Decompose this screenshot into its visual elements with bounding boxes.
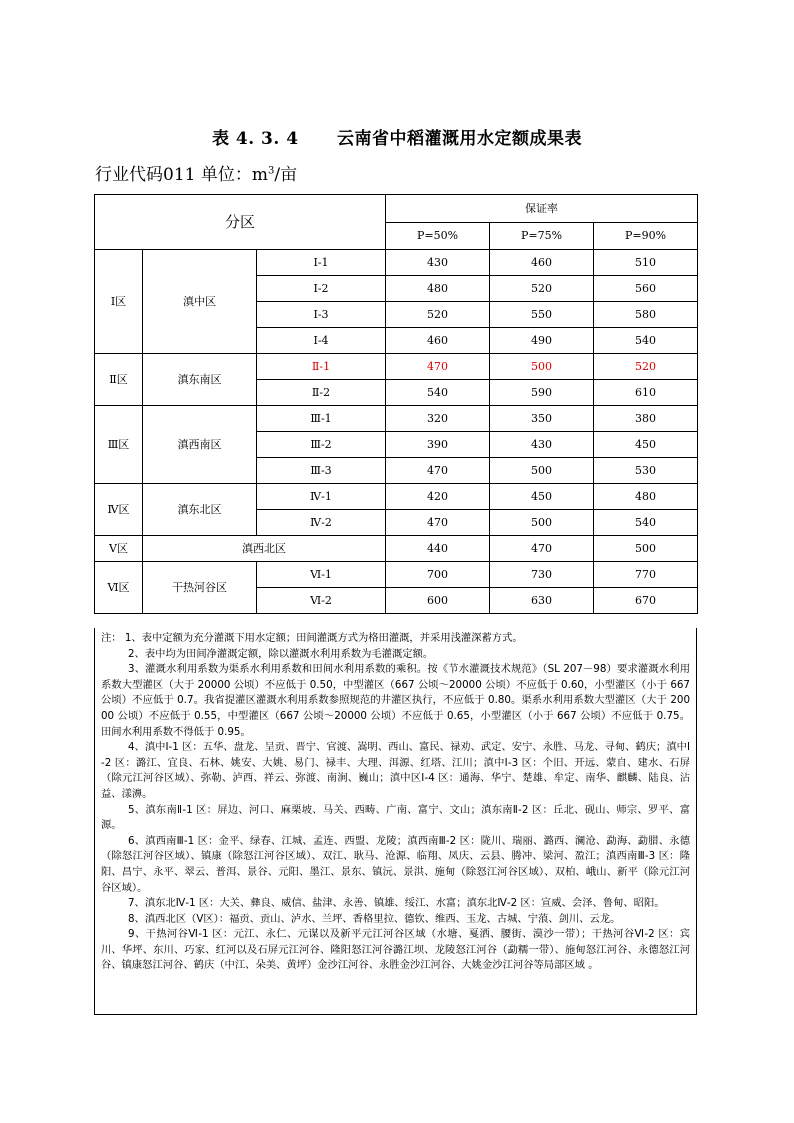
subzone-label: Ⅰ-2 [257, 276, 386, 302]
value-cell-highlighted: 500 [490, 354, 594, 380]
value-cell: 590 [490, 380, 594, 406]
value-cell: 580 [594, 302, 698, 328]
value-cell: 520 [386, 302, 490, 328]
value-cell: 610 [594, 380, 698, 406]
value-cell: 430 [386, 250, 490, 276]
subzone-label: Ⅳ-1 [257, 484, 386, 510]
value-cell: 450 [594, 432, 698, 458]
subzone-label: Ⅵ-2 [257, 588, 386, 614]
subzone-label: Ⅰ-1 [257, 250, 386, 276]
p90-header: P=90% [594, 223, 698, 250]
note-line: 8、滇西北区（Ⅴ区）：福贡、贡山、泸水、兰坪、香格里拉、德钦、维西、玉龙、古城、宁蒗、剑川、云龙。 [128, 912, 621, 925]
zone-label: Ⅰ区 [95, 250, 143, 354]
value-cell: 510 [594, 250, 698, 276]
subzone-label-highlighted: Ⅱ-1 [257, 354, 386, 380]
value-cell: 480 [386, 276, 490, 302]
value-cell: 670 [594, 588, 698, 614]
note-line: 9、干热河谷Ⅵ-1 区：元江、永仁、元谋以及新平元江河谷区域（水塘、戛洒、腰街、漠沙一带）；干热河谷Ⅵ-2 区：宾川、华坪、东川、巧家、红河以及石屏元江河谷、隆阳怒江河谷潞江坝、龙陵怒江河谷（勐糯一带）、施甸怒江河谷、永德怒江河谷、镇康怒江河谷、鹤庆（中江、朵美、黄坪）金沙江河谷、永胜金沙江河谷、大姚金沙江河谷等局部区域 。 [101, 928, 690, 972]
value-cell: 520 [490, 276, 594, 302]
value-cell: 470 [386, 510, 490, 536]
p75-header: P=75% [490, 223, 594, 250]
value-cell: 730 [490, 562, 594, 588]
value-cell: 460 [386, 328, 490, 354]
value-cell: 500 [594, 536, 698, 562]
value-cell: 350 [490, 406, 594, 432]
value-cell-highlighted: 470 [386, 354, 490, 380]
note-line: 4、滇中Ⅰ-1 区：五华、盘龙、呈贡、晋宁、官渡、嵩明、西山、富民、禄劝、武定、安宁、永胜、马龙、寻甸、鹤庆；滇中Ⅰ-2 区：潞江、宜良、石林、姚安、大姚、易门、禄丰、大理、洱源、红塔、江川；滇中Ⅰ-3 区：个旧、开远、蒙自、建水、石屏（除元江河谷区域）、弥勒、泸西、祥云、弥渡、南涧、巍山；滇中区Ⅰ-4 区：通海、华宁、楚雄、牟定、南华、麒麟、陆良、沾益、漾濞。 [101, 741, 690, 800]
irrigation-quota-table [94, 194, 698, 614]
value-cell: 490 [490, 328, 594, 354]
value-cell: 480 [594, 484, 698, 510]
zone-header: 分区 [95, 195, 386, 250]
value-cell: 430 [490, 432, 594, 458]
zone-label: Ⅵ区 [95, 562, 143, 614]
document-title: 表 4. 3. 4 云南省中稻灌溉用水定额成果表 [211, 129, 583, 149]
subzone-label: Ⅳ-2 [257, 510, 386, 536]
zone-label: Ⅲ区 [95, 406, 143, 484]
region-label: 滇东南区 [143, 354, 257, 406]
unit-line [95, 160, 297, 185]
region-label: 滇东北区 [143, 484, 257, 536]
note-line: 3、灌溉水利用系数为渠系水利用系数和田间水利用系数的乘积。按《节水灌溉技术规范》（SL 207－98）要求灌溉水利用系数大型灌区（大于 20000 公顷）不应低于 0.50，中型灌区（667 公顷～20000 公顷）不应低于 0.60，小型灌区（小于 667 公顷）不应低于 0.7。我省提灌区灌溉水利用系数参照规范的井灌区执行，不应低于 0.80。渠系水利用系数大型灌区（大于 20000 公顷）不应低于 0.55，中型灌区（667 公顷～20000 公顷）不应低于 0.65，小型灌区（小于 667 公顷）不应低于 0.75。田间水利用系数不得低于 0.95。 [101, 663, 690, 738]
value-cell: 540 [594, 510, 698, 536]
subzone-label: Ⅲ-3 [257, 458, 386, 484]
value-cell: 380 [594, 406, 698, 432]
value-cell: 530 [594, 458, 698, 484]
zone-label: Ⅱ区 [95, 354, 143, 406]
value-cell: 770 [594, 562, 698, 588]
unit-prefix: 行业代码011 单位：m [95, 165, 268, 185]
value-cell: 550 [490, 302, 594, 328]
value-cell: 500 [490, 510, 594, 536]
value-cell: 700 [386, 562, 490, 588]
region-label: 滇中区 [143, 250, 257, 354]
note-line: 7、滇东北Ⅳ-1 区：大关、彝良、威信、盐津、永善、镇雄、绥江、水富；滇东北Ⅳ-2 区：宣威、会泽、鲁甸、昭阳。 [128, 897, 665, 910]
p50-header: P=50% [386, 223, 490, 250]
value-cell: 390 [386, 432, 490, 458]
note-line: 注： 1、表中定额为充分灌溉下用水定额；田间灌溉方式为格田灌溉，并采用浅灌深蓄方式。 [101, 632, 523, 644]
value-cell: 450 [490, 484, 594, 510]
subzone-label: Ⅲ-1 [257, 406, 386, 432]
note-line: 2、表中均为田间净灌溉定额，除以灌溉水利用系数为毛灌溉定额。 [128, 647, 434, 660]
subzone-label: Ⅰ-3 [257, 302, 386, 328]
value-cell: 540 [386, 380, 490, 406]
zone-label: Ⅳ区 [95, 484, 143, 536]
subzone-label: Ⅵ-1 [257, 562, 386, 588]
note-line: 5、滇东南Ⅱ-1 区：屏边、河口、麻栗坡、马关、西畴、广南、富宁、文山；滇东南Ⅱ-2 区：丘北、砚山、师宗、罗平、富源。 [101, 803, 690, 832]
guarantee-rate-header: 保证率 [386, 195, 698, 223]
subzone-label: Ⅰ-4 [257, 328, 386, 354]
subzone-label: Ⅱ-2 [257, 380, 386, 406]
value-cell: 560 [594, 276, 698, 302]
value-cell: 460 [490, 250, 594, 276]
value-cell: 630 [490, 588, 594, 614]
value-cell-highlighted: 520 [594, 354, 698, 380]
region-label: 干热河谷区 [143, 562, 257, 614]
subzone-label: Ⅲ-2 [257, 432, 386, 458]
table-notes [94, 628, 697, 1015]
region-label: 滇西南区 [143, 406, 257, 484]
value-cell: 440 [386, 536, 490, 562]
value-cell: 470 [490, 536, 594, 562]
value-cell: 320 [386, 406, 490, 432]
unit-suffix: /亩 [274, 165, 298, 185]
note-line: 6、滇西南Ⅲ-1 区：金平、绿春、江城、孟连、西盟、龙陵；滇西南Ⅲ-2 区：陇川、瑞丽、潞西、澜沧、勐海、勐腊、永德（除怒江河谷区域）、镇康（除怒江河谷区域）、双江、耿马、沧源、临翔、凤庆、云县、腾冲、梁河、盈江；滇西南Ⅲ-3 区：隆阳、昌宁、永平、翠云、普洱、景谷、元阳、墨江、景东、镇沅、景洪、施甸（除怒江河谷区域）、双柏、峨山、新平（除元江河谷区域）。 [101, 834, 690, 894]
value-cell: 540 [594, 328, 698, 354]
region-label: 滇西北区 [143, 536, 386, 562]
zone-label: Ⅴ区 [95, 536, 143, 562]
value-cell: 420 [386, 484, 490, 510]
value-cell: 600 [386, 588, 490, 614]
value-cell: 500 [490, 458, 594, 484]
unit-superscript: 3 [267, 165, 275, 177]
value-cell: 470 [386, 458, 490, 484]
